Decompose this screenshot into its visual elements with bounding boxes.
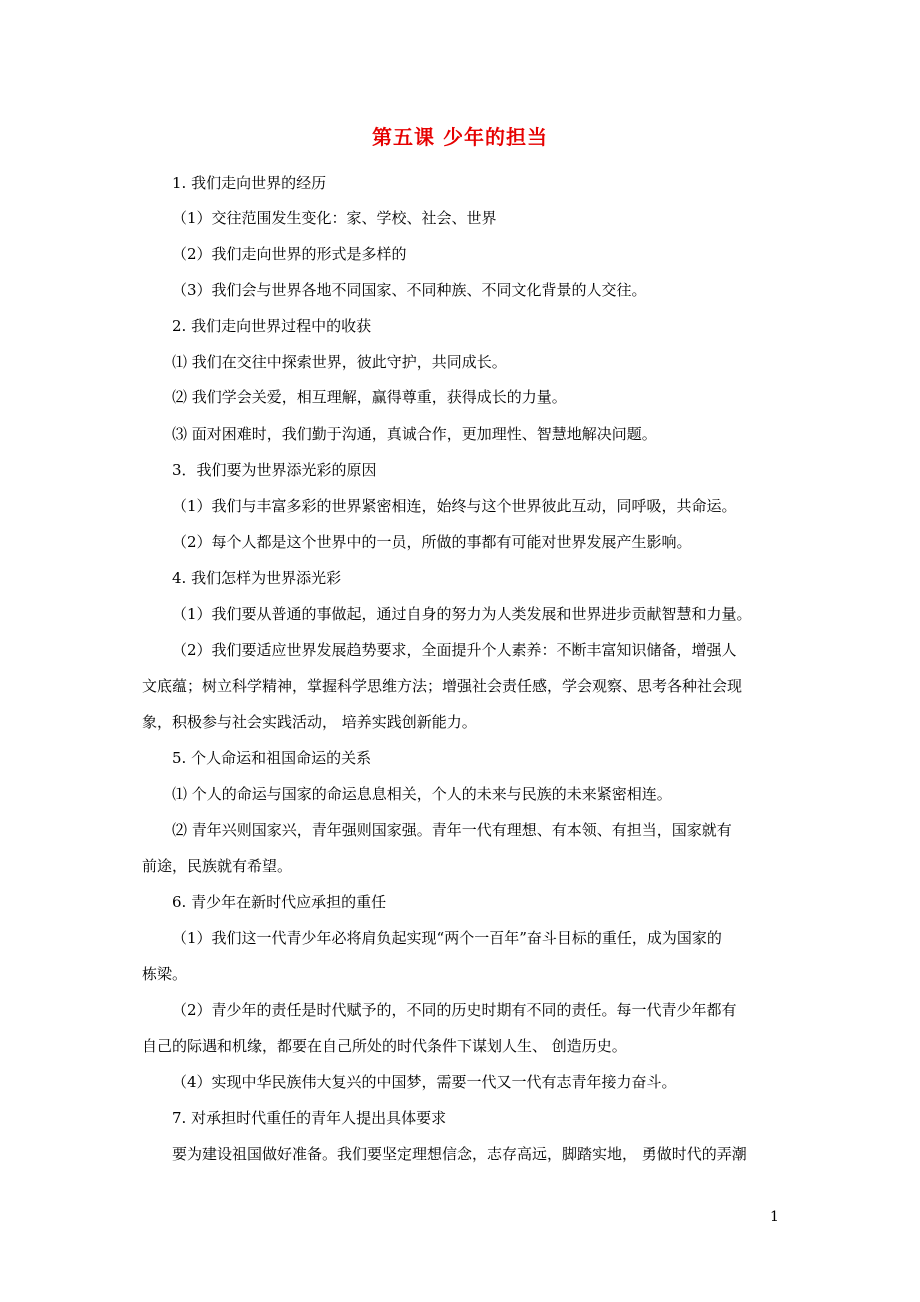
heading-4: 4. 我们怎样为世界添光彩 [172, 569, 342, 587]
heading-6: 6. 青少年在新时代应承担的重任 [172, 893, 387, 911]
paragraph-line: （2）每个人都是这个世界中的一员，所做的事都有可能对世界发展产生影响。 [172, 533, 692, 551]
paragraph-line: 栋梁。 [142, 965, 188, 983]
paragraph-line: 自己的际遇和机缘，都要在自己所处的时代条件下谋划人生、 创造历史。 [142, 1037, 627, 1055]
paragraph-line: ⑵ 青年兴则国家兴，青年强则国家强。青年一代有理想、有本领、有担当，国家就有 [172, 821, 732, 839]
paragraph-line: 文底蕴；树立科学精神，掌握科学思维方法；增强社会责任感，学会观察、思考各种社会现 [142, 677, 743, 695]
heading-5: 5. 个人命运和祖国命运的关系 [172, 749, 372, 767]
paragraph-line: （3）我们会与世界各地不同国家、不同种族、不同文化背景的人交往。 [172, 281, 647, 299]
heading-2: 2. 我们走向世界过程中的收获 [172, 317, 372, 335]
paragraph-line: 象，积极参与社会实践活动， 培养实践创新能力。 [142, 713, 477, 731]
paragraph-line: （1）我们与丰富多彩的世界紧密相连，始终与这个世界彼此互动，同呼吸，共命运。 [172, 497, 737, 515]
paragraph-line: ⑵ 我们学会关爱，相互理解，赢得尊重，获得成长的力量。 [172, 388, 567, 406]
paragraph-line: ⑴ 个人的命运与国家的命运息息相关，个人的未来与民族的未来紧密相连。 [172, 785, 672, 803]
document-title: 第五课 少年的担当 [372, 125, 548, 149]
paragraph-line: ⑶ 面对困难时，我们勤于沟通，真诚合作，更加理性、智慧地解决问题。 [172, 425, 657, 443]
paragraph-line: （2）青少年的责任是时代赋予的，不同的历史时期有不同的责任。每一代青少年都有 [172, 1001, 737, 1019]
paragraph-line: （1）我们这一代青少年必将肩负起实现“两个一百年”奋斗目标的重任，成为国家的 [172, 929, 722, 947]
paragraph-line: （2）我们要适应世界发展趋势要求，全面提升个人素养：不断丰富知识储备，增强人 [172, 641, 737, 659]
heading-3: 3．我们要为世界添光彩的原因 [172, 461, 377, 479]
page-number: 1 [770, 1209, 779, 1225]
paragraph-line: （2）我们走向世界的形式是多样的 [172, 245, 407, 263]
heading-7: 7. 对承担时代重任的青年人提出具体要求 [172, 1109, 447, 1127]
paragraph-line: 前途，民族就有希望。 [142, 857, 293, 875]
paragraph-line: （1）交往范围发生变化：家、学校、社会、世界 [172, 209, 497, 227]
heading-1: 1. 我们走向世界的经历 [172, 174, 327, 192]
paragraph-line: （4）实现中华民族伟大复兴的中国梦，需要一代又一代有志青年接力奋斗。 [172, 1073, 677, 1091]
paragraph-line: （1）我们要从普通的事做起，通过自身的努力为人类发展和世界进步贡献智慧和力量。 [172, 605, 752, 623]
paragraph-line: ⑴ 我们在交往中探索世界，彼此守护，共同成长。 [172, 353, 507, 371]
paragraph-line: 要为建设祖国做好准备。我们要坚定理想信念，志存高远，脚踏实地， 勇做时代的弄潮 [172, 1145, 747, 1163]
